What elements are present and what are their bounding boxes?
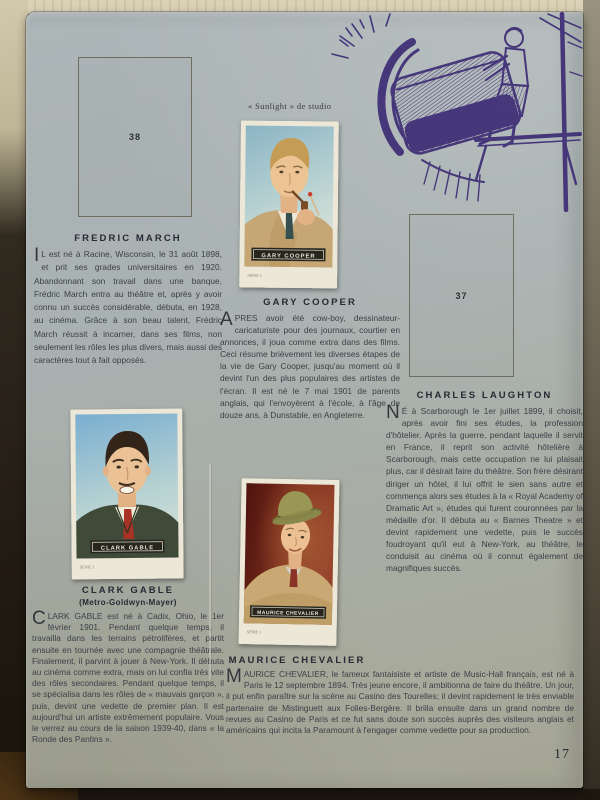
album-page: [26, 12, 583, 788]
article-fredric-march: [34, 233, 222, 368]
slot-number: 38: [128, 132, 141, 142]
card-series-label: SÉRIE 1: [79, 565, 95, 570]
drop-cap: A: [220, 309, 233, 330]
illustration-caption: « Sunlight » de studio: [248, 101, 332, 111]
book-edge-bottom: [0, 789, 600, 800]
card-series-label: SÉRIE 1: [247, 273, 262, 278]
article-gary-cooper: [220, 297, 400, 421]
slot-number: 37: [455, 290, 468, 301]
article-title: CLARK GABLE: [81, 585, 175, 596]
article-charles-laughton: [386, 390, 583, 574]
article-clark-gable: [32, 585, 224, 745]
studio-sunlight-illustration: [326, 12, 583, 212]
article-maurice-chevalier: [226, 666, 574, 736]
drop-cap: M: [226, 666, 242, 687]
page-crease: [209, 464, 211, 680]
lamp-operator-drawing: [326, 12, 583, 212]
article-title: MAURICE CHEVALIER: [228, 655, 366, 666]
drop-cap: C: [32, 608, 46, 629]
card-caption: MAURICE CHEVALIER: [257, 609, 319, 618]
card-slot-laughton: [409, 214, 514, 377]
article-body: MAURICE CHEVALIER, le fameux fantaisiste et artiste de Music-Hall français, est né à Paris le 12 septembre 1894. Très jeune encore, il ambitionna de faire du théâtre. Un jour, il put enfin paraître sur la scène au Casino des Tourelles; il devint rapidement le très enviable partenaire de Mistinguett aux Folies-Bergère. Il brilla ensuite dans un grand nombre de revues au Casino de Paris et ce fut sans doute son succès auprès des visiteurs anglais et américains qui incita la Paramount à l'engager comme vedette pour sa production.: [226, 666, 574, 736]
article-body: N É à Scarborough le 1er juillet 1899, il choisit, après avoir fini ses études, la profession d'hôtelier. Après la guerre, pendant laquelle il servit en France, il reprit son activité hôtelière à Scarborough, mais cette occupation ne lui plaisait plus, car il désirait faire du théâtre. Son frère désirant diriger un hôtel, il lui offrit le sien sans autre et commença alors ses études à la « Royal Academy of Dramatic Art », études qui furent couronnées par la médaille d'or. Il débuta au « Barnes Theatre » et devint rapidement une vedette, puis le succès foudroyant qu'il eut à New-York, au théâtre, le conduisit au cinéma où il connut également de magnifiques succès.: [386, 402, 583, 574]
card-gary-cooper: [239, 120, 339, 288]
card-slot-march: [78, 57, 192, 217]
article-title: GARY COOPER: [263, 297, 357, 308]
gary-cooper-portrait: [239, 120, 339, 288]
card-clark-gable: [70, 409, 183, 580]
article-body: I L est né à Racine, Wisconsin, le 31 août 1898, et prit ses grades universitaires en 1920. Abandonnant son travail dans une banque, Frédric March entra au théâtre et, après y avoir connu un succès considérable, débuta, en 1928, au cinéma. Grâce à son beau talent, Frédric March réussit à incarner, dans ses films, non seulement les rôles les plus divers, mais aussi des caractères tout à fait opposés.: [34, 245, 222, 366]
drop-cap: N: [386, 402, 400, 423]
book-pages-edge-left: [0, 0, 28, 235]
article-subtitle: (Metro-Goldwyn-Mayer): [79, 598, 177, 607]
article-title: CHARLES LAUGHTON: [416, 390, 553, 401]
article-title: FREDRIC MARCH: [74, 233, 182, 244]
page-number: 17: [554, 747, 570, 762]
card-caption: GARY COOPER: [261, 253, 316, 260]
book-pages-edge-right: [583, 0, 600, 800]
card-maurice-chevalier: [238, 478, 339, 646]
clark-gable-portrait: [70, 409, 183, 580]
article-body: APRES avoir été cow-boy, dessinateur-caricaturiste pour des journaux, courtier en annonces, il joua comme extra dans des films. Ceci résume brièvement les diverses étapes de la vie de Gary Cooper, jusqu'au moment où il devint l'un des plus populaires des artistes de l'écran. Il est né le 7 mai 1901 de parents anglais, qui l'envoyèrent à l'école, à l'âge de douze ans, à Dunstable, en Angleterre.: [220, 309, 400, 420]
drop-cap: I: [34, 245, 40, 266]
card-caption: CLARK GABLE: [100, 545, 155, 552]
maurice-chevalier-portrait: [238, 478, 339, 646]
article-body: CLARK GABLE est né à Cadix, Ohio, le 1er février 1901. Pendant quelque temps, il travailla dans les terrains pétrolifères, et partit ensuite en tournée avec une compagnie théâtrale. Finalement, il parvint à jouer à New-York. Il débuta au cinéma comme extra, mais on lui confia très vite des rôles secondaires. Pendant quelque temps, il se spécialisa dans les rôles de « mauvais garçon », puis, devint une vedette de premier plan. Il est aujourd'hui un artiste extrêmement populaire. Vous le verrez au cours de la saison 1939-40, dans « la Ronde des Pantins ».: [32, 608, 224, 745]
card-series-label: SÉRIE 1: [246, 630, 262, 635]
